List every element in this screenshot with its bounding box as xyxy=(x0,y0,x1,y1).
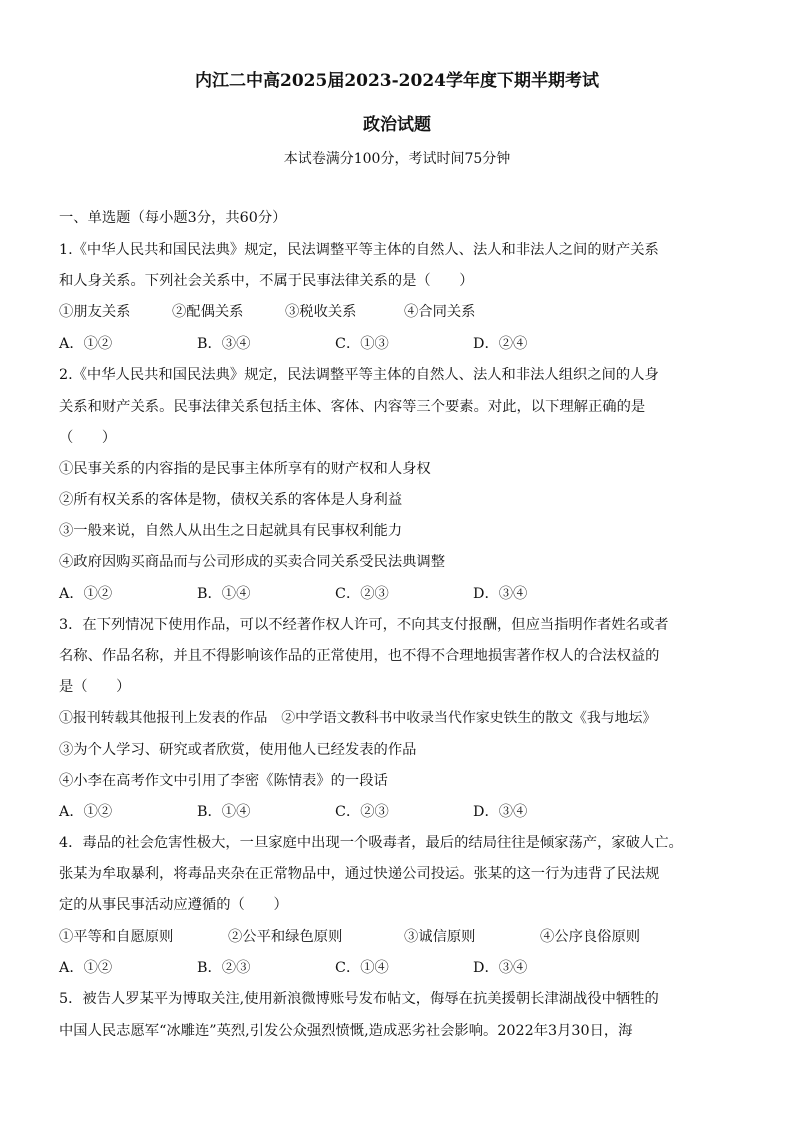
q4-item-2: ②公平和绿色原则 xyxy=(228,929,343,945)
q4-item-1: ①平等和自愿原则 xyxy=(59,929,174,945)
q2-statement-3: ③一般来说，自然人从出生之日起就具有民事权利能力 xyxy=(59,523,403,539)
q2-choice-b: B．①④ xyxy=(197,586,251,602)
q4-choice-a: A．①② xyxy=(59,960,113,976)
q1-choice-a: A．①② xyxy=(59,336,113,352)
q4-choice-d: D．③④ xyxy=(473,960,528,976)
q2-choice-a: A．①② xyxy=(59,586,113,602)
q4-stem-line-3: 定的从事民事活动应遵循的（ ） xyxy=(59,897,288,913)
q3-stem-line-2: 名称、作品名称，并且不得影响该作品的正常使用，也不得不合理地损害著作权人的合法权益的 xyxy=(59,648,660,664)
q4-choice-b: B．②③ xyxy=(197,960,251,976)
exam-info: 本试卷满分100分，考试时间75分钟 xyxy=(283,151,511,167)
q1-item-3: ③税收关系 xyxy=(285,304,357,320)
q5-stem-line-2: 中国人民志愿军“冰雕连”英烈,引发公众强烈愤慨,造成恶劣社会影响。2022年3月30日，海 xyxy=(59,1023,633,1039)
q3-choice-b: B．①④ xyxy=(197,804,251,820)
q1-stem-line-1: 1.《中华人民共和国民法典》规定，民法调整平等主体的自然人、法人和非法人之间的财产关系 xyxy=(59,242,659,258)
subject-title: 政治试题 xyxy=(363,115,431,135)
q3-statement-1-2: ①报刊转载其他报刊上发表的作品 ②中学语文教科书中收录当代作家史铁生的散文《我与地坛》 xyxy=(59,710,657,726)
q5-stem-line-1: 5．被告人罗某平为博取关注,使用新浪微博账号发布帖文，侮辱在抗美援朝长津湖战役中牺牲的 xyxy=(59,991,659,1007)
q3-stem-line-1: 3．在下列情况下使用作品，可以不经著作权人许可，不向其支付报酬，但应当指明作者姓名或者 xyxy=(59,617,669,633)
q3-choice-a: A．①② xyxy=(59,804,113,820)
q2-statement-2: ②所有权关系的客体是物，债权关系的客体是人身利益 xyxy=(59,492,403,508)
q3-choice-c: C．②③ xyxy=(335,804,389,820)
q2-choice-d: D．③④ xyxy=(473,586,528,602)
q1-choice-b: B．③④ xyxy=(197,336,251,352)
q1-item-2: ②配偶关系 xyxy=(172,304,244,320)
q1-item-4: ④合同关系 xyxy=(404,304,476,320)
q3-statement-3: ③为个人学习、研究或者欣赏，使用他人已经发表的作品 xyxy=(59,742,417,758)
q2-statement-4: ④政府因购买商品而与公司形成的买卖合同关系受民法典调整 xyxy=(59,554,446,570)
q3-statement-4: ④小李在高考作文中引用了李密《陈情表》的一段话 xyxy=(59,773,388,789)
q1-choice-c: C．①③ xyxy=(335,336,389,352)
exam-title: 内江二中高2025届2023-2024学年度下期半期考试 xyxy=(195,71,599,91)
q2-stem-line-3: （ ） xyxy=(59,430,117,446)
q3-stem-line-3: 是（ ） xyxy=(59,679,131,695)
q4-stem-line-1: 4．毒品的社会危害性极大，一旦家庭中出现一个吸毒者，最后的结局往往是倾家荡产，家破人亡。 xyxy=(59,835,683,851)
q2-choice-c: C．②③ xyxy=(335,586,389,602)
q2-stem-line-1: 2.《中华人民共和国民法典》规定，民法调整平等主体的自然人、法人和非法人组织之间的人身 xyxy=(59,367,659,383)
q3-choice-d: D．③④ xyxy=(473,804,528,820)
q1-item-1: ①朋友关系 xyxy=(59,304,131,320)
q2-stem-line-2: 关系和财产关系。民事法律关系包括主体、客体、内容等三个要素。对此，以下理解正确的是 xyxy=(59,399,646,415)
q4-item-4: ④公序良俗原则 xyxy=(540,929,641,945)
q1-choice-d: D．②④ xyxy=(473,336,528,352)
q4-choice-c: C．①④ xyxy=(335,960,389,976)
q2-statement-1: ①民事关系的内容指的是民事主体所享有的财产权和人身权 xyxy=(59,461,431,477)
section-heading: 一、单选题（每小题3分，共60分） xyxy=(59,210,287,226)
q4-stem-line-2: 张某为牟取暴利，将毒品夹杂在正常物品中，通过快递公司投运。张某的这一行为违背了民法规 xyxy=(59,866,660,882)
q1-stem-line-2: 和人身关系。下列社会关系中，不属于民事法律关系的是（ ） xyxy=(59,273,474,289)
q4-item-3: ③诚信原则 xyxy=(404,929,476,945)
